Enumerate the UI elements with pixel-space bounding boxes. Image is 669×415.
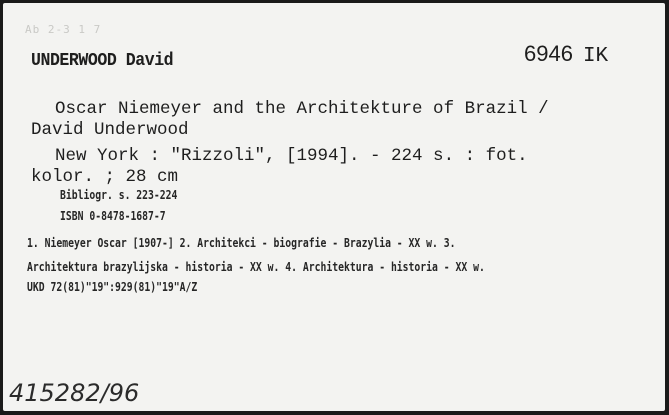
catalog-card <box>3 3 665 411</box>
subjects-line-2: Architektura brazylijska - historia - XX w. 4. Architektura - historia - XX w. <box>27 259 485 274</box>
call-number-value: 6946 <box>524 41 573 66</box>
accession-number: 415282/96 <box>9 379 140 407</box>
title-line-1: Oscar Niemeyer and the Architekture of Brazil / <box>55 99 549 119</box>
bibliography-note: Bibliogr. s. 223-224 <box>60 187 178 202</box>
call-number-suffix: IK <box>582 45 609 68</box>
isbn-note: ISBN 0-8478-1687-7 <box>60 208 166 223</box>
imprint-line-2: kolor. ; 28 cm <box>31 167 179 187</box>
ukd-classification: UKD 72(81)"19":929(81)"19"A/Z <box>27 279 198 294</box>
title-line-2: David Underwood <box>31 120 189 140</box>
imprint-line-1: New York : "Rizzoli", [1994]. - 224 s. : fot. <box>55 146 528 166</box>
author-heading: UNDERWOOD David <box>31 51 174 71</box>
call-number <box>524 41 608 68</box>
subjects-line-1: 1. Niemeyer Oscar [1907-] 2. Architekci - biografie - Brazylia - XX w. 3. <box>27 235 456 250</box>
faded-stamp-text: Ab 2-3 1 7 <box>25 23 102 36</box>
